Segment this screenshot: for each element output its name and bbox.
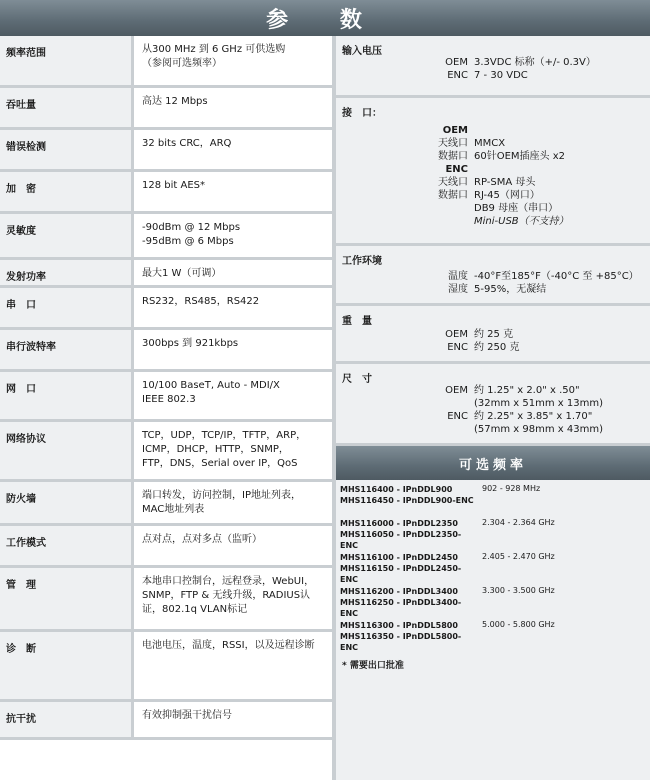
band-range: 2.304 - 2.364 GHz [482,518,555,527]
band-models [340,518,478,552]
spec-label: 网络协议 [0,422,134,479]
spec-key: OEM [442,125,468,136]
spec-label: 频率范围 [0,36,134,85]
section-body [336,246,650,296]
interface-section [336,98,650,246]
spec-val: 7 - 30 VDC [474,70,528,81]
spec-kv [336,384,650,397]
spec-row [0,260,332,288]
spec-kv [336,150,650,163]
spec-value-line: FTP，DNS，Serial over IP，QoS [142,458,298,469]
section-body [336,306,650,354]
section-body [336,98,650,228]
spec-row [0,36,332,88]
spec-val [474,124,650,137]
spec-value-line: （参阅可选频率） [142,58,222,69]
spec-val: (32mm x 51mm x 13mm) [474,398,603,409]
band-model: MHS116350 - IPnDDL5800-ENC [340,632,462,652]
spec-label: 诊 断 [0,632,134,699]
spec-val: RP-SMA 母头 [474,177,536,188]
band-models [340,552,478,586]
spec-value-line: RS232，RS485，RS422 [142,296,260,307]
spec-value [134,88,332,127]
spec-key: OEM [445,57,468,68]
band-model: MHS116300 - IPnDDL5800 [340,621,458,630]
spec-value-line: 端口转发，访问控制，IP地址列表， [142,490,301,501]
spec-row [0,422,332,482]
frequency-band [336,484,650,518]
spec-key: OEM [445,385,468,396]
spec-kv [336,283,650,296]
spec-val: 约 2.25" x 3.85" x 1.70" [474,411,593,422]
spec-row [0,526,332,568]
band-model: MHS116250 - IPnDDL3400-ENC [340,598,462,618]
spec-val [474,215,650,228]
spec-key: 湿度 [448,284,468,295]
frequency-band [336,620,650,654]
spec-value-line: 10/100 BaseT, Auto - MDI/X [142,380,280,391]
section-title: 尺 寸 [342,374,372,385]
spec-key: 天线口 [438,138,468,149]
export-note: * 需要出口批准 [342,661,404,671]
section-title: 工作环境 [342,256,382,267]
spec-val: 5-95%，无凝结 [474,284,547,295]
spec-key: OEM [445,329,468,340]
spec-value [134,702,332,737]
spec-val: 3.3VDC 标称（+/- 0.3V） [474,57,596,68]
spec-key: 温度 [448,271,468,282]
frequency-band [336,518,650,552]
spec-label: 错误检测 [0,130,134,169]
spec-value [134,482,332,523]
spec-key: ENC [447,342,468,353]
spec-row [0,214,332,260]
spec-label: 网 口 [0,372,134,419]
spec-value-line: -95dBm @ 6 Mbps [142,236,234,247]
spec-value-line: 有效抑制强干扰信号 [142,710,232,721]
spec-label: 工作模式 [0,526,134,565]
spec-label: 串 口 [0,288,134,327]
spec-row [0,288,332,330]
spec-value [134,214,332,257]
spec-val: RJ-45（网口） [474,190,540,201]
frequency-band-list [336,480,650,654]
spec-val-italic: Mini-USB（不支持） [474,216,569,227]
band-model: MHS116000 - IPnDDL2350 [340,519,458,528]
spec-value-line: 300bps 到 921kbps [142,338,239,349]
band-models [340,586,478,620]
spec-key [336,215,474,228]
spec-kv [336,328,650,341]
spec-value-line: MAC地址列表 [142,504,205,515]
band-range: 3.300 - 3.500 GHz [482,586,555,595]
spec-label: 串行波特率 [0,330,134,369]
spec-kv [336,202,650,215]
band-models [340,484,478,518]
spec-key [336,202,474,215]
spec-value-line: ICMP，DHCP，HTTP，SNMP， [142,444,289,455]
spec-value-line: IEEE 802.3 [142,394,196,405]
spec-value [134,568,332,629]
spec-val: MMCX [474,138,506,149]
spec-header [0,0,650,36]
input-voltage-section [336,36,650,98]
spec-kv [336,69,650,82]
spec-key: ENC [445,164,468,175]
spec-kv [336,270,650,283]
spec-kv [336,124,650,137]
spec-value-line: 高达 12 Mbps [142,96,208,107]
spec-kv [336,163,650,176]
spec-value-line: 本地串口控制台，远程登录，WebUI， [142,576,315,587]
spec-value-line: 电池电压，温度，RSSI，以及远程诊断 [142,640,315,651]
spec-key: ENC [447,70,468,81]
spec-val: 60针OEM插座头 x2 [474,151,566,162]
band-model: MHS116150 - IPnDDL2450-ENC [340,564,462,584]
band-models [340,620,478,654]
spec-kv [336,56,650,69]
spec-value [134,526,332,565]
spec-kv [336,189,650,202]
spec-kv [336,176,650,189]
spec-title: 参 数 [266,6,384,33]
band-range: 5.000 - 5.800 GHz [482,620,555,629]
spec-val: 约 1.25" x 2.0" x .50" [474,385,580,396]
spec-value-line: SNMP，FTP & 无线升级，RADIUS认 [142,590,311,601]
spec-value [134,632,332,699]
spec-row [0,372,332,422]
band-model: MHS116050 - IPnDDL2350-ENC [340,530,462,550]
frequency-header: 可选频率 [336,446,650,480]
band-range: 902 - 928 MHz [482,484,541,493]
spec-key [336,397,474,410]
spec-key [336,423,474,436]
spec-row [0,632,332,702]
spec-label: 抗干扰 [0,702,134,737]
spec-value [134,36,332,85]
spec-value [134,422,332,479]
spec-value-line: 点对点，点对多点（监听） [142,534,262,545]
band-model: MHS116400 - IPnDDL900 [340,485,453,494]
spec-kv [336,137,650,150]
spec-row [0,482,332,526]
spec-value [134,172,332,211]
spec-kv [336,410,650,423]
frequency-band [336,552,650,586]
spec-value [134,330,332,369]
spec-row [0,88,332,130]
section-title: 输入电压 [342,46,382,57]
weight-section [336,306,650,364]
band-model: MHS116100 - IPnDDL2450 [340,553,458,562]
spec-key: 天线口 [438,177,468,188]
spec-val [474,163,650,176]
spec-label: 灵敏度 [0,214,134,257]
spec-key: 数据口 [438,190,468,201]
spec-val: 约 25 克 [474,329,514,340]
spec-value-line: 128 bit AES* [142,180,205,191]
section-title: 重 量 [342,316,372,327]
environment-section [336,246,650,306]
spec-label: 管 理 [0,568,134,629]
spec-label: 防火墙 [0,482,134,523]
spec-value [134,260,332,285]
spec-value-line: 从300 MHz 到 6 GHz 可供选购 [142,44,286,55]
spec-val: DB9 母座（串口） [474,203,559,214]
band-range: 2.405 - 2.470 GHz [482,552,555,561]
spec-row [0,130,332,172]
spec-kv [336,397,650,410]
spec-val: -40°F至185°F（-40°C 至 +85°C） [474,271,639,282]
spec-row [0,330,332,372]
spec-key: ENC [447,411,468,422]
spec-label: 吞吐量 [0,88,134,127]
spec-value-line: 证，802.1q VLAN标记 [142,604,248,615]
spec-row [0,172,332,214]
spec-value-line: TCP，UDP，TCP/IP，TFTP，ARP， [142,430,307,441]
spec-kv [336,341,650,354]
spec-row [0,702,332,740]
band-model: MHS116200 - IPnDDL3400 [340,587,458,596]
spec-value [134,288,332,327]
spec-key: 数据口 [438,151,468,162]
spec-label: 加 密 [0,172,134,211]
spec-label: 发射功率 [0,260,134,285]
spec-row [0,568,332,632]
section-title: 接 口： [342,108,382,119]
spec-value-line: 32 bits CRC，ARQ [142,138,232,149]
spec-value [134,372,332,419]
frequency-band [336,586,650,620]
section-body [336,364,650,436]
section-body [336,36,650,82]
spec-kv [336,423,650,436]
spec-kv [336,215,650,228]
band-model: MHS116450 - IPnDDL900-ENC [340,496,474,505]
spec-val: 约 250 克 [474,342,520,353]
left-spec-column [0,36,336,780]
spec-value-line: 最大1 W（可调） [142,268,222,279]
spec-value [134,130,332,169]
size-section [336,364,650,446]
spec-value-line: -90dBm @ 12 Mbps [142,222,241,233]
right-spec-column [336,36,650,780]
spec-val: (57mm x 98mm x 43mm) [474,424,603,435]
